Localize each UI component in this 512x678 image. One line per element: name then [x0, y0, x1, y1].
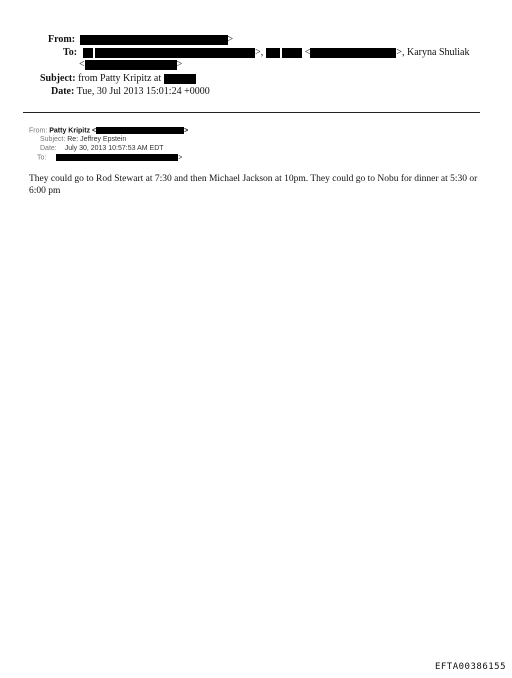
header-to-row-continued: < > — [79, 59, 183, 70]
redaction-block — [80, 35, 228, 45]
subject-label: Subject: — [40, 73, 76, 84]
redaction-block — [96, 127, 184, 134]
redaction-block — [56, 154, 178, 161]
date-label: Date: — [51, 86, 75, 97]
forwarded-date-row — [40, 145, 164, 153]
redaction-block — [95, 48, 255, 58]
to-suffix: >, Karyna Shuliak — [396, 47, 470, 58]
forwarded-to-label: To: — [37, 154, 47, 162]
subject-value: from Patty Kripitz at — [78, 73, 162, 84]
forwarded-to-row: To: > — [37, 154, 183, 162]
forwarded-from-row: From: Patty Kripitz < > — [29, 127, 189, 135]
to-label: To: — [63, 47, 78, 58]
redaction-block — [83, 48, 93, 58]
from-label: From: — [48, 34, 76, 45]
forwarded-subject-row — [40, 136, 126, 144]
date-value: Tue, 30 Jul 2013 15:01:24 +0000 — [76, 86, 210, 97]
header-to-row: To: >, < >, Karyna Shuliak — [63, 47, 470, 58]
forwarded-subject-value: Re: Jeffrey Epstein — [67, 136, 127, 143]
forwarded-date-value: July 30, 2013 10:57:53 AM EDT — [64, 145, 164, 152]
document-id: EFTA00386155 — [434, 662, 506, 672]
redaction-block — [282, 48, 302, 58]
header-subject-row — [40, 73, 196, 85]
redaction-block — [164, 74, 196, 84]
email-body: They could go to Rod Stewart at 7:30 and then Michael Jackson at 10pm. They could go to Nobu for dinner at 5:30 or 6:00 pm — [29, 174, 478, 196]
redaction-block — [310, 48, 396, 58]
angle-bracket: > — [227, 34, 234, 45]
forwarded-from-value: Patty Kripitz < — [49, 127, 97, 135]
forwarded-date-label: Date: — [40, 145, 57, 152]
forwarded-subject-label: Subject: — [40, 136, 66, 143]
forwarded-from-label: From: — [29, 127, 48, 135]
header-date-row — [51, 86, 210, 98]
redaction-block — [266, 48, 280, 58]
header-from-row — [48, 34, 233, 46]
header-divider — [23, 112, 480, 113]
redaction-block — [85, 60, 177, 70]
